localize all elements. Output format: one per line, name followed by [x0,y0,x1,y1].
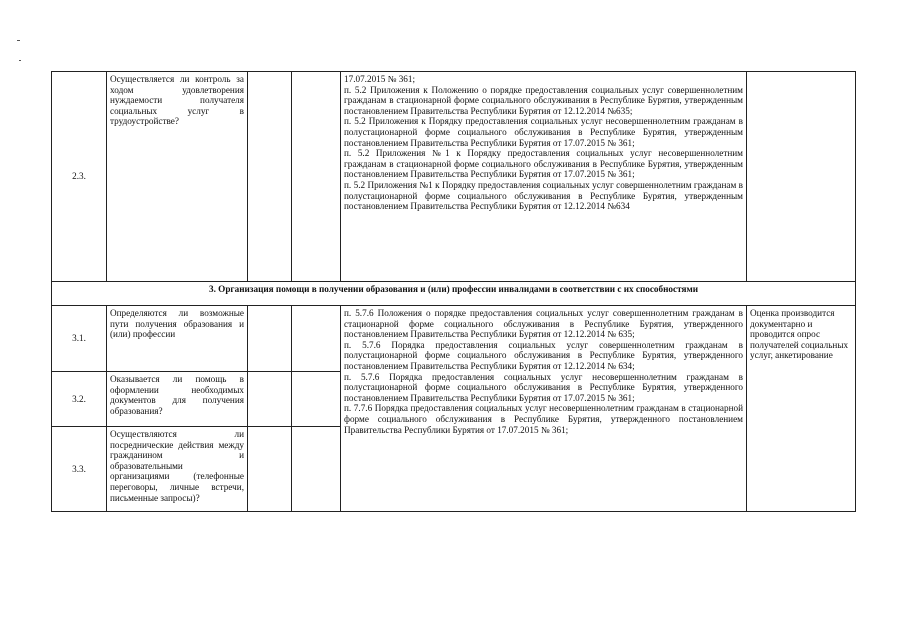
row-number: 2.3. [52,72,107,282]
legal-basis-item: п. 7.7.6 Порядка предоставления социальных услуг несовершеннолетним гражданам в стационарной форме социального обслуживания в Республике Бурятия, утвержденного постановлением Правительства Республики Бурятия от 17.07.2015 № 361; [344,403,743,435]
legal-basis-item: п. 5.2 Приложения №1 к Порядку предоставления социальных услуг совершеннолетним гражданам в полустационарной форме социального обслуживания в Республике Бурятия, утвержденным постановлением Правительства Республики Бурятия от 12.12.2014 №634 [344,179,743,212]
legal-basis-item: 17.07.2015 № 361; [344,74,416,84]
scan-mark [19,60,21,61]
row-number: 3.2. [52,372,107,427]
no-cell [292,72,341,282]
row-number: 3.1. [52,306,107,372]
yes-cell [248,72,292,282]
legal-basis-item: п. 5.7.6 Положения о порядке предоставления социальных услуг совершеннолетним гражданам в стационарной форме социального обслуживания в Республике Бурятия, утвержденного постановлением Правительства Республики Бурятия от 12.12.2014 № 635; [344,308,743,340]
method-cell: Оценка производится документарно и проводится опрос получателей социальных услуг, анкетирование [747,306,856,512]
question-cell: Оказывается ли помощь в оформлении необходимых документов для получения образования? [107,372,248,427]
row-number: 3.3. [52,427,107,512]
legal-basis-item: п. 5.7.6 Порядка предоставления социальных услуг несовершеннолетним гражданам в полустационарной форме социального обслуживания в Республике Бурятия, утвержденного постановлением Правительства Республики Бурятия от 17.07.2015 № 361; [344,371,743,403]
criteria-table [51,71,856,512]
yes-cell [248,427,292,512]
no-cell [292,306,341,372]
legal-basis-item: п. 5.2 Приложения №1 к Порядку предоставления социальных услуг несовершеннолетним гражданам в стационарной форме социального обслуживания в Республике Бурятия, утвержденным постановлением Правительства Республики Бурятия от 17.07.2015 № 361; [344,148,743,180]
question-cell: Осуществляются ли посреднические действия между гражданином и образовательными организациями (телефонные переговоры, личные встречи, письменные запросы)? [107,427,248,512]
no-cell [292,372,341,427]
yes-cell [248,372,292,427]
section-title: 3. Организация помощи в получении образования и (или) профессии инвалидами в соответствии с их способностями [52,282,856,306]
legal-basis-cell [341,72,747,282]
no-cell [292,427,341,512]
legal-basis-item: п. 5.2 Приложения к Порядку предоставления социальных услуг несовершеннолетним гражданам в полустационарной форме социального обслуживания в Республике Бурятия, утвержденным постановлением Правительства Республики Бурятия от 17.07.2015 № 361; [344,116,743,148]
legal-basis-item: п. 5.7.6 Порядка предоставления социальных услуг совершеннолетним гражданам в полустационарной форме социального обслуживания в Республике Бурятия, утвержденного постановлением Правительства Республики Бурятия от 12.12.2014 № 634; [344,339,743,371]
question-cell: Осуществляется ли контроль за ходом удовлетворения нуждаемости получателя социальных услуг в трудоустройстве? [107,72,248,282]
table-row-3-1 [52,306,856,372]
question-cell: Определяются ли возможные пути получения образования и (или) профессии [107,306,248,372]
section-header-row [52,282,856,306]
legal-basis-cell [341,306,747,512]
scan-mark [17,40,20,41]
table-row-2-3 [52,72,856,282]
legal-basis-item: п. 5.2 Приложения к Положению о порядке предоставления социальных услуг совершеннолетним гражданам в стационарной форме социального обслуживания в Республике Бурятия, утвержденным постановлением Правительства Республики Бурятия от 12.12.2014 №635; [344,84,743,116]
method-cell [747,72,856,282]
yes-cell [248,306,292,372]
